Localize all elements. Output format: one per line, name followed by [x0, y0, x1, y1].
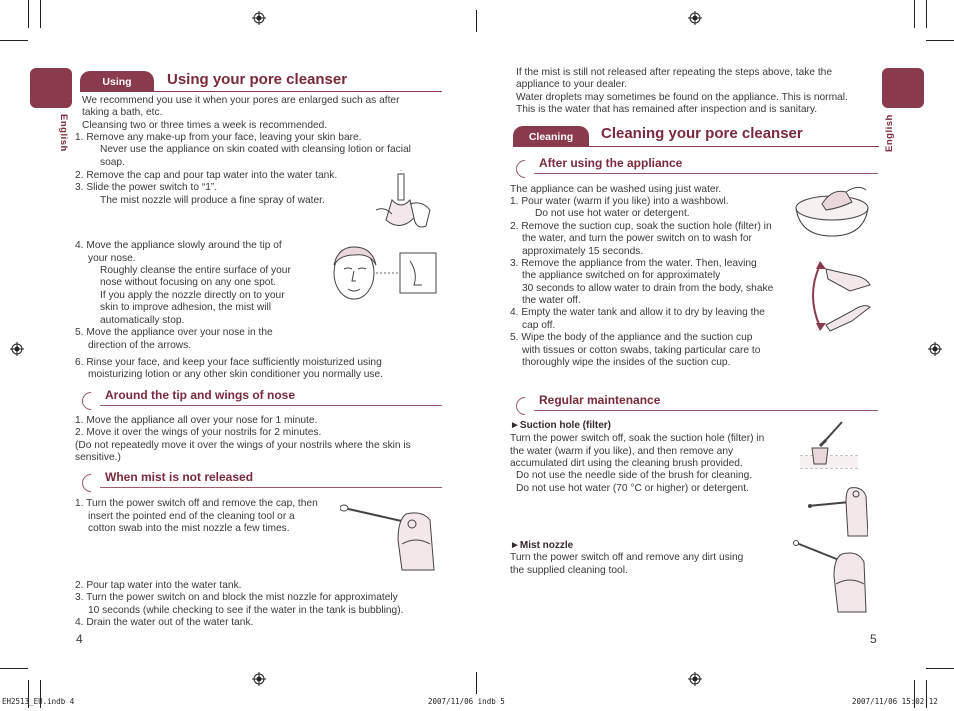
- language-label: English: [58, 114, 69, 152]
- top-line: If the mist is still not released after repeating the steps above, take the: [516, 67, 832, 78]
- heading-arc-icon: [512, 156, 537, 181]
- mist-line: insert the pointed end of the cleaning tool or a: [88, 511, 295, 522]
- mist-line: 2. Pour tap water into the water tank.: [75, 580, 242, 591]
- step-line: skin to improve adhesion, the mist will: [100, 302, 271, 313]
- after-line: thoroughly wipe the insides of the suction cup.: [522, 357, 731, 368]
- crop-mark: [40, 0, 41, 28]
- around-line: 2. Move it over the wings of your nostrils for 2 minutes.: [75, 427, 322, 438]
- page-number: 4: [76, 632, 83, 646]
- crop-mark: [926, 668, 954, 669]
- crop-mark: [926, 40, 954, 41]
- nozzle-cleaning-illustration: [792, 540, 868, 614]
- crop-mark: [0, 40, 28, 41]
- crop-mark: [914, 0, 915, 28]
- heading-underline: [100, 405, 442, 406]
- heading-arc-icon: [78, 470, 103, 495]
- brush-appliance-illustration: [806, 482, 868, 538]
- registration-mark-icon: [10, 342, 24, 356]
- section-pill: Using: [80, 71, 154, 91]
- step-line: moisturizing lotion or any other skin conditioner you normally use.: [88, 369, 384, 380]
- footer-slug: 2007/11/06 15:02:12: [852, 697, 938, 706]
- after-line: approximately 15 seconds.: [522, 246, 644, 257]
- filter-brush-illustration: [798, 418, 860, 474]
- crop-mark: [476, 10, 477, 32]
- after-line: the water, and turn the power switch on to wash for: [522, 233, 752, 244]
- after-line: 3. Remove the appliance from the water. Then, leaving: [510, 258, 757, 269]
- step-line: 2. Remove the cap and pour tap water into the water tank.: [75, 170, 338, 181]
- intro-line: taking a bath, etc.: [82, 107, 163, 118]
- top-line: Water droplets may sometimes be found on the appliance. This is normal.: [516, 92, 848, 103]
- language-label: English: [884, 114, 895, 152]
- appliance-mist-illustration: [370, 170, 436, 236]
- suction-line: the water (warm if you like), and then remove any: [510, 446, 734, 457]
- after-line: with tissues or cotton swabs, taking particular care to: [522, 345, 761, 356]
- crop-mark: [28, 0, 29, 28]
- step-line: 5. Move the appliance over your nose in the: [75, 327, 273, 338]
- step-line: 1. Remove any make-up from your face, leaving your skin bare.: [75, 132, 362, 143]
- registration-mark-icon: [688, 11, 702, 25]
- step-line: nose without focusing on any one spot.: [100, 277, 277, 288]
- around-line: 1. Move the appliance all over your nose for 1 minute.: [75, 415, 318, 426]
- after-line: Do not use hot water or detergent.: [535, 208, 690, 219]
- crop-mark: [926, 0, 927, 28]
- step-line: The mist nozzle will produce a fine spray of water.: [100, 195, 325, 206]
- mist-line: cotton swab into the mist nozzle a few times.: [88, 523, 290, 534]
- subheading: ►Suction hole (filter): [510, 420, 612, 431]
- suction-line: accumulated dirt using the cleaning brush provided.: [510, 458, 743, 469]
- top-line: This is the water that has remained after inspection and is sanitary.: [516, 104, 818, 115]
- step-line: Roughly cleanse the entire surface of your: [100, 265, 291, 276]
- crop-mark: [476, 672, 477, 694]
- section-heading: When mist is not released: [105, 470, 254, 484]
- after-line: cap off.: [522, 320, 556, 331]
- footer-slug: EH2513_EU.indb 4: [2, 697, 75, 706]
- washbowl-illustration: [792, 182, 872, 242]
- crop-mark: [0, 668, 28, 669]
- step-line: direction of the arrows.: [88, 340, 192, 351]
- after-line: the water off.: [522, 295, 581, 306]
- after-line: 4. Empty the water tank and allow it to dry by leaving the: [510, 307, 765, 318]
- heading-arc-icon: [78, 388, 103, 413]
- page-title: Cleaning your pore cleanser: [601, 125, 803, 142]
- registration-mark-icon: [252, 11, 266, 25]
- nozzle-line: the supplied cleaning tool.: [510, 565, 628, 576]
- after-line: the appliance switched on for approximately: [522, 270, 721, 281]
- after-line: 30 seconds to allow water to drain from the body, shake: [522, 283, 774, 294]
- side-tab: [882, 68, 924, 108]
- page-number: 5: [870, 632, 877, 646]
- step-line: soap.: [100, 157, 125, 168]
- section-heading: Around the tip and wings of nose: [105, 388, 295, 402]
- after-line: 1. Pour water (warm if you like) into a washbowl.: [510, 196, 729, 207]
- mist-line: 1. Turn the power switch off and remove the cap, then: [75, 498, 318, 509]
- mist-line: 10 seconds (while checking to see if the water in the tank is bubbling).: [88, 605, 404, 616]
- suction-line: Do not use the needle side of the brush for cleaning.: [516, 470, 753, 481]
- cleaning-tool-illustration: [340, 500, 436, 574]
- step-line: your nose.: [88, 253, 136, 264]
- around-line: sensitive.): [75, 452, 121, 463]
- heading-underline: [534, 173, 878, 174]
- section-heading: After using the appliance: [539, 156, 683, 170]
- title-underline: [513, 146, 879, 147]
- step-line: automatically stop.: [100, 315, 185, 326]
- registration-mark-icon: [928, 342, 942, 356]
- intro-line: We recommend you use it when your pores are enlarged such as after: [82, 95, 400, 106]
- section-pill: Cleaning: [513, 126, 589, 146]
- shake-appliance-illustration: [800, 255, 880, 335]
- intro-line: Cleansing two or three times a week is recommended.: [82, 120, 328, 131]
- footer-slug: 2007/11/06 indb 5: [428, 697, 505, 706]
- side-tab: [30, 68, 72, 108]
- face-illustration: [322, 243, 438, 309]
- registration-mark-icon: [688, 672, 702, 686]
- mist-line: 3. Turn the power switch on and block the mist nozzle for approximately: [75, 592, 398, 603]
- after-line: 2. Remove the suction cup, soak the suction hole (filter) in: [510, 221, 772, 232]
- page-title: Using your pore cleanser: [167, 71, 348, 88]
- suction-line: Do not use hot water (70 °C or higher) or detergent.: [516, 483, 749, 494]
- step-line: Never use the appliance on skin coated with cleansing lotion or facial: [100, 144, 411, 155]
- step-line: If you apply the nozzle directly on to your: [100, 290, 285, 301]
- step-line: 3. Slide the power switch to “1”.: [75, 182, 218, 193]
- registration-mark-icon: [252, 672, 266, 686]
- after-line: The appliance can be washed using just water.: [510, 184, 722, 195]
- after-line: 5. Wipe the body of the appliance and the suction cup: [510, 332, 753, 343]
- heading-arc-icon: [512, 393, 537, 418]
- section-heading: Regular maintenance: [539, 393, 661, 407]
- step-line: 6. Rinse your face, and keep your face sufficiently moisturized using: [75, 357, 382, 368]
- around-line: (Do not repeatedly move it over the wings of your nostrils where the skin is: [75, 440, 411, 451]
- title-underline: [80, 91, 442, 92]
- heading-underline: [100, 487, 442, 488]
- nozzle-line: Turn the power switch off and remove any dirt using: [510, 552, 744, 563]
- heading-underline: [534, 410, 878, 411]
- step-line: 4. Move the appliance slowly around the tip of: [75, 240, 282, 251]
- top-line: appliance to your dealer.: [516, 79, 628, 90]
- suction-line: Turn the power switch off, soak the suction hole (filter) in: [510, 433, 765, 444]
- subheading: ►Mist nozzle: [510, 540, 574, 551]
- mist-line: 4. Drain the water out of the water tank.: [75, 617, 254, 628]
